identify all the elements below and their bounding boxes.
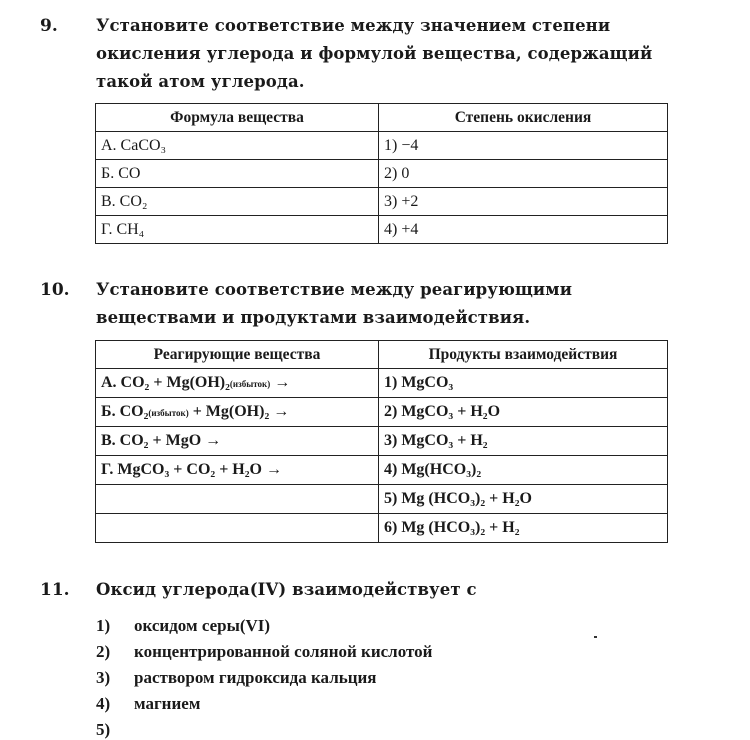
ink-speck	[594, 636, 597, 638]
table-header-row	[96, 341, 668, 369]
reagents-text: →	[270, 374, 291, 391]
question-11-text: Оксид углерода(IV) взаимодействует с	[96, 580, 477, 599]
reagents-cell	[96, 369, 379, 398]
oxidation-cell: 2) 0	[379, 160, 668, 188]
table-row	[96, 514, 668, 543]
products-cell: 2) MgCO₃ + H₂O	[379, 398, 668, 427]
column-header: Степень окисления	[379, 104, 668, 132]
table-row	[96, 188, 668, 216]
products-cell: 6) Mg (HCO₃)₂ + H₂	[379, 514, 668, 543]
reagents-cell	[96, 485, 379, 514]
products-cell: 5) Mg (HCO₃)₂ + H₂O	[379, 485, 668, 514]
formula-cell: Г. CH₄	[96, 216, 379, 244]
question-9-text: Установите соответствие между значением степени окисления углерода и формулой вещества, содержащий такой атом углерода.	[96, 16, 653, 91]
oxidation-cell: 3) +2	[379, 188, 668, 216]
answer-option	[96, 720, 134, 740]
products-cell: 4) Mg(HCO₃)₂	[379, 456, 668, 485]
reagents-text: А. CO₂ + Mg(OH)₂	[101, 374, 230, 391]
reagents-cell	[96, 514, 379, 543]
question-9-table	[95, 103, 668, 244]
question-10-table	[95, 340, 668, 543]
oxidation-cell: 1) −4	[379, 132, 668, 160]
table-row	[96, 132, 668, 160]
table-row	[96, 427, 668, 456]
option-number: 3)	[96, 668, 111, 687]
option-text: магнием	[134, 694, 201, 713]
oxidation-cell: 4) +4	[379, 216, 668, 244]
table-row	[96, 369, 668, 398]
table-row	[96, 456, 668, 485]
reagents-cell	[96, 398, 379, 427]
option-number: 4)	[96, 694, 111, 713]
question-11-number: 11.	[40, 580, 70, 600]
option-text: раствором гидроксида кальция	[134, 668, 377, 687]
table-row	[96, 398, 668, 427]
column-header: Формула вещества	[96, 104, 379, 132]
answer-option	[96, 694, 200, 714]
formula-cell: А. CaCO₃	[96, 132, 379, 160]
formula-cell: Б. CO	[96, 160, 379, 188]
table-row	[96, 485, 668, 514]
table-row	[96, 160, 668, 188]
column-header: Продукты взаимодействия	[379, 341, 668, 369]
excess-note: (избыток)	[229, 379, 271, 389]
answer-option	[96, 616, 270, 636]
question-10-number: 10.	[40, 280, 70, 300]
table-row	[96, 216, 668, 244]
products-cell: 1) MgCO₃	[379, 369, 668, 398]
option-text: концентрированной соляной кислотой	[134, 642, 433, 661]
reagents-text: Б. CO₂	[101, 403, 149, 420]
answer-option	[96, 668, 377, 688]
option-number: 2)	[96, 642, 111, 661]
reagents-text: + Mg(OH)₂ →	[188, 403, 290, 420]
column-header: Реагирующие вещества	[96, 341, 379, 369]
option-number: 5)	[96, 720, 111, 739]
formula-cell: В. CO₂	[96, 188, 379, 216]
table-header-row	[96, 104, 668, 132]
question-9-number: 9.	[40, 16, 58, 36]
option-number: 1)	[96, 616, 111, 635]
products-cell: 3) MgCO₃ + H₂	[379, 427, 668, 456]
option-text: оксидом серы(VI)	[134, 616, 271, 635]
reagents-cell: Г. MgCO₃ + CO₂ + H₂O →	[96, 456, 379, 485]
excess-note: (избыток)	[148, 408, 189, 418]
reagents-cell: В. CO₂ + MgO →	[96, 427, 379, 456]
answer-option	[96, 642, 432, 662]
question-10-text: Установите соответствие между реагирующими веществами и продуктами взаимодействия.	[96, 280, 573, 327]
